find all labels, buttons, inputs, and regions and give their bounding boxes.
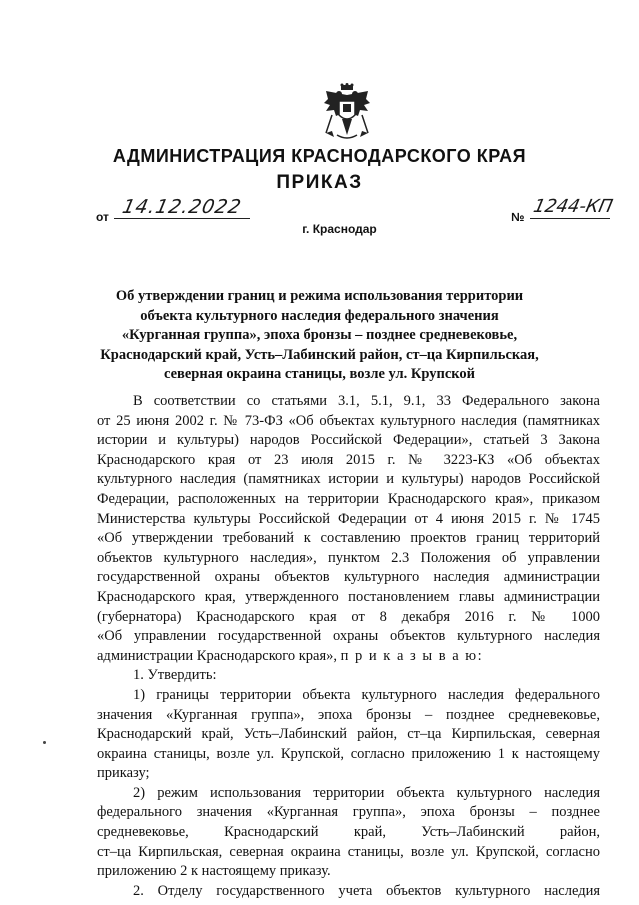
body-line: Краснодарский край, Усть–Лабинский район, ст–ца Кирпильская, северная xyxy=(97,726,600,743)
title-line: «Курганная группа», эпоха бронзы – позднее средневековье, xyxy=(121,327,518,344)
body-line: Федерации, расположенных на территории Краснодарского края», приказом xyxy=(97,490,600,507)
body-line: В соответствии со статьями 3.1, 5.1, 9.1, 33 Федерального закона xyxy=(133,393,600,409)
body-line: значения «Курганная группа», эпоха бронзы – позднее средневековье, xyxy=(97,706,600,723)
order-word: п р и к а з ы в а ю: xyxy=(340,647,484,664)
body-line: 1. Утвердить: xyxy=(133,667,217,684)
body-line: федерального значения «Курганная группа», эпоха бронзы – позднее xyxy=(97,804,600,821)
body-line: истории и культуры) народов Российской Федерации», статьей 3 Закона xyxy=(97,432,600,449)
body-line: приказу; xyxy=(97,765,150,782)
body-line: Краснодарского края от 23 июля 2015 г. № 3223-КЗ «Об объектах xyxy=(97,451,600,468)
number-prefix: № xyxy=(511,210,525,224)
body-line: 1) границы территории объекта культурного наследия федерального xyxy=(133,686,600,703)
body-line: (губернатора) Краснодарского края от 8 декабря 2016 г. № 1000 xyxy=(97,608,600,625)
body-line: Министерства культуры Российской Федерации от 4 июня 2015 г. № 1745 xyxy=(97,510,600,527)
document-title xyxy=(0,287,639,385)
coat-of-arms-emblem xyxy=(322,83,372,141)
body-line: «Об утверждении требований к составлению проектов границ территорий xyxy=(97,530,600,547)
handwritten-number: 1244-КП xyxy=(531,196,615,217)
scan-speck xyxy=(43,741,46,744)
body-line-text: администрации Краснодарского края», xyxy=(97,647,337,664)
body-line: Краснодарского края, утвержденного постановлением главы администрации xyxy=(97,588,600,605)
body-line: от 25 июня 2002 г. № 73-ФЗ «Об объектах культурного наследия (памятниках xyxy=(97,412,600,429)
body-line: «Об управлении государственной охраны объектов культурного наследия xyxy=(97,628,600,645)
city: г. Краснодар xyxy=(302,222,377,236)
body-line: 2. Отделу государственного учета объектов культурного наследия xyxy=(133,882,600,899)
body-line: окраина станицы, возле ул. Крупской, согласно приложению 1 к настоящему xyxy=(97,745,600,762)
body-line: приложению 2 к настоящему приказу. xyxy=(97,863,331,880)
document-type: ПРИКАЗ xyxy=(276,172,363,193)
body-line: культурного наследия (памятниках истории и культуры) народов Российской xyxy=(97,471,600,488)
number-underline xyxy=(530,218,610,219)
body-line: ст–ца Кирпильская, северная окраина станицы, возле ул. Крупской, согласно xyxy=(97,843,600,860)
handwritten-date: 14.12.2022 xyxy=(120,196,244,218)
body-line: 2) режим использования территории объекта культурного наследия xyxy=(133,784,600,801)
title-line: Об утверждении границ и режима использования территории xyxy=(115,288,524,304)
body-line xyxy=(97,647,600,667)
body-line: объектов культурного наследия», пунктом 2.3 Положения об управлении xyxy=(97,549,600,566)
title-line: Краснодарский край, Усть–Лабинский район, ст–ца Кирпильская, xyxy=(100,346,539,363)
date-underline xyxy=(114,218,250,219)
organization-name: АДМИНИСТРАЦИЯ КРАСНОДАРСКОГО КРАЯ xyxy=(112,146,527,166)
title-line: объекта культурного наследия федерального значения xyxy=(140,307,499,324)
title-line: северная окраина станицы, возле ул. Крупской xyxy=(163,366,476,383)
body-line: государственной охраны объектов культурного наследия администрации xyxy=(97,569,600,586)
document-body xyxy=(97,392,600,901)
date-prefix: от xyxy=(96,210,109,224)
body-line: средневековье, Краснодарский край, Усть–Лабинский район, xyxy=(97,824,600,841)
